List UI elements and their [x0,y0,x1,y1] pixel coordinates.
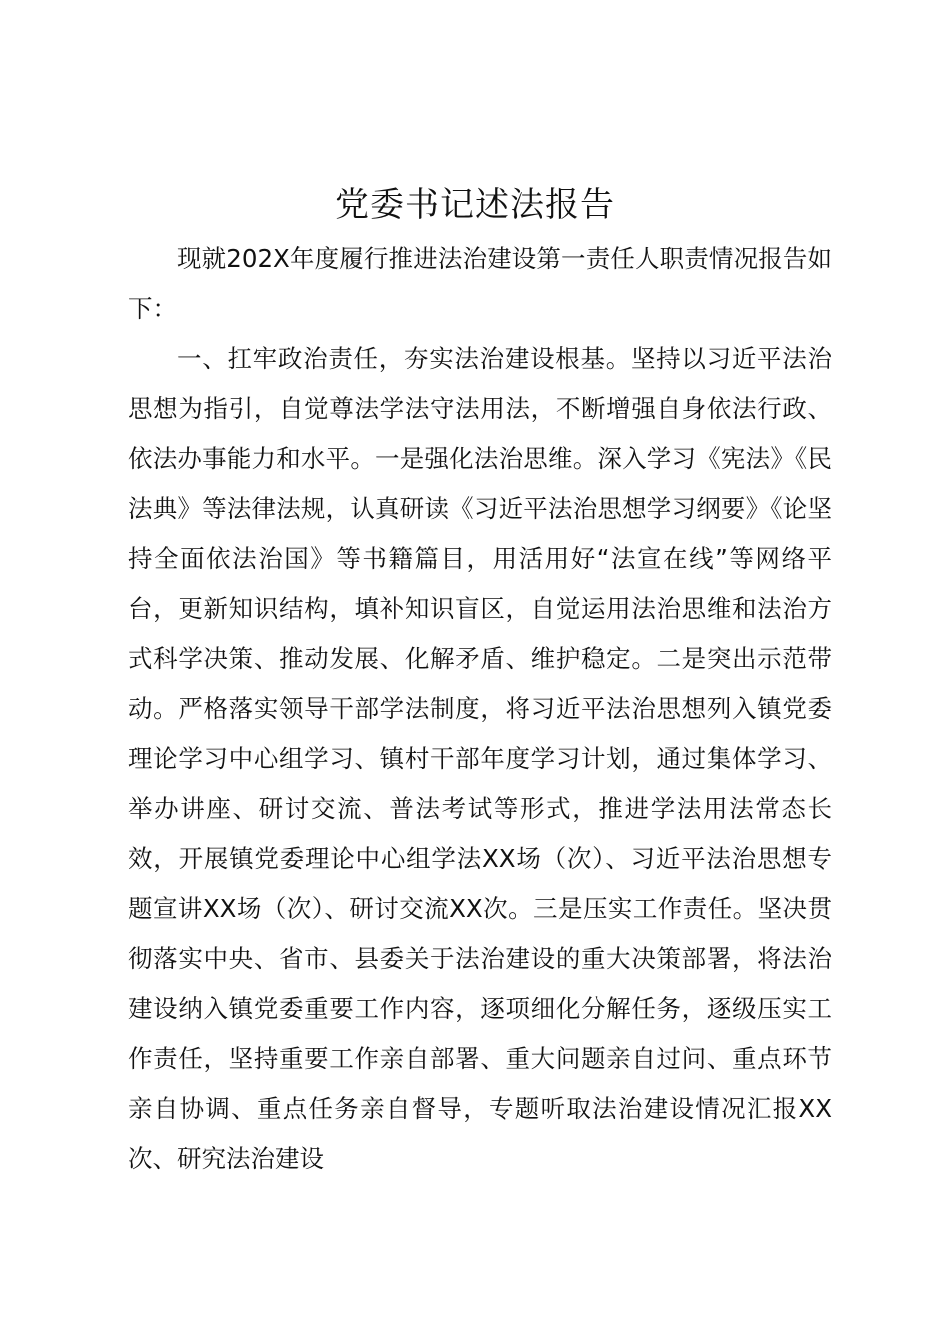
document-body [128,234,832,1184]
document-title: 党委书记述法报告 [335,185,615,225]
paragraph-section-one: 一、扛牢政治责任，夯实法治建设根基。坚持以习近平法治思想为指引，自觉尊法学法守法用法，不断增强自身依法行政、依法办事能力和水平。一是强化法治思维。深入学习《宪法》《民法典》等法律法规，认真研读《习近平法治思想学习纲要》《论坚持全面依法治国》等书籍篇目，用活用好“法宣在线”等网络平台，更新知识结构，填补知识盲区，自觉运用法治思维和法治方式科学决策、推动发展、化解矛盾、维护稳定。二是突出示范带动。严格落实领导干部学法制度，将习近平法治思想列入镇党委理论学习中心组学习、镇村干部年度学习计划，通过集体学习、举办讲座、研讨交流、普法考试等形式，推进学法用法常态长效，开展镇党委理论中心组学法XX场（次）、习近平法治思想专题宣讲XX场（次）、研讨交流XX次。三是压实工作责任。坚决贯彻落实中央、省市、县委关于法治建设的重大决策部署，将法治建设纳入镇党委重要工作内容，逐项细化分解任务，逐级压实工作责任，坚持重要工作亲自部署、重大问题亲自过问、重点环节亲自协调、重点任务亲自督导，专题听取法治建设情况汇报XX次、研究法治建设 [128,344,832,1173]
paragraph-intro: 现就202X年度履行推进法治建设第一责任人职责情况报告如下： [128,244,832,323]
